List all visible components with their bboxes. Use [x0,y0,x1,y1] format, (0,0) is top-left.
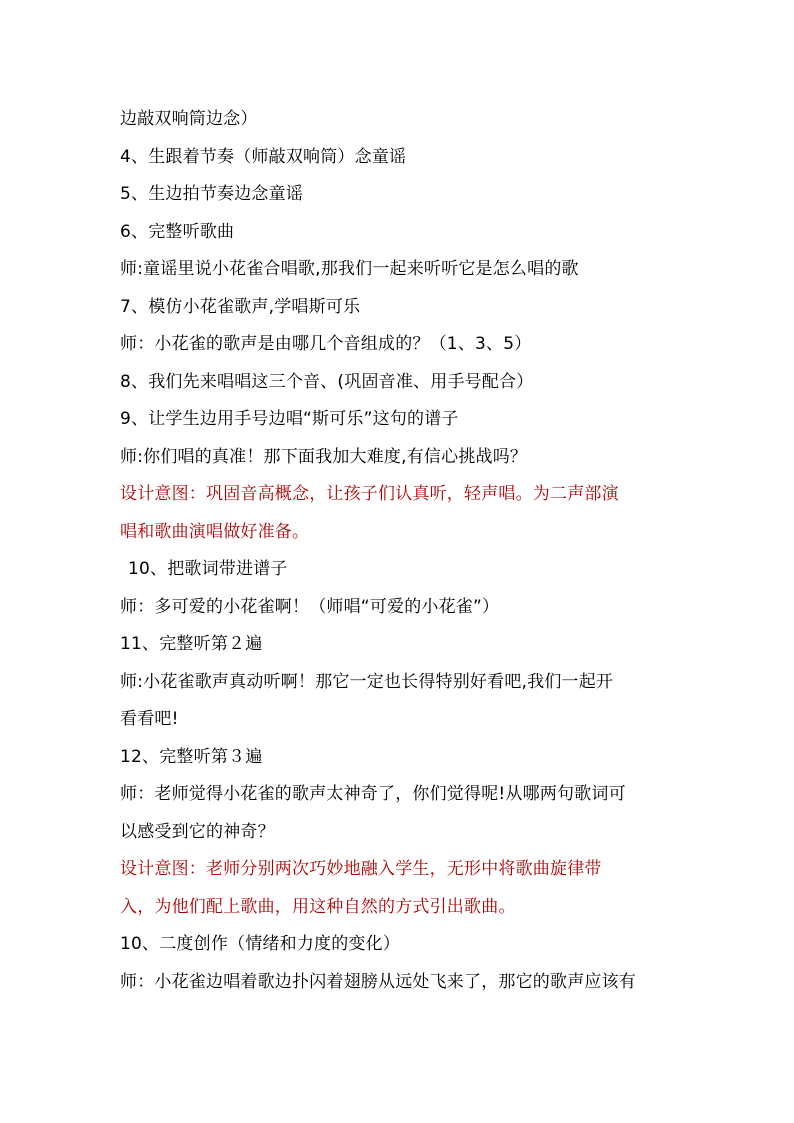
text-line: 12、完整听第３遍 [120,747,263,767]
design-intent-line: 设计意图：老师分别两次巧妙地融入学生，无形中将歌曲旋律带 [120,859,602,879]
text-line: 师:你们唱的真准！那下面我加大难度,有信心挑战吗？ [120,447,528,467]
text-line: 师:童谣里说小花雀合唱歌,那我们一起来听听它是怎么唱的歌 [120,259,579,279]
text-line: 师：小花雀边唱着歌边扑闪着翅膀从远处飞来了，那它的歌声应该有 [120,972,636,992]
text-line: 10、二度创作（情绪和力度的变化） [120,934,401,954]
design-intent-line: 设计意图：巩固音高概念，让孩子们认真听，轻声唱。为二声部演 [120,484,619,504]
text-line: 6、完整听歌曲 [120,222,235,242]
text-line: 师：小花雀的歌声是由哪几个音组成的？（1、3、5） [120,334,532,354]
text-line: 8、我们先来唱唱这三个音、(巩固音准、用手号配合） [120,372,534,392]
text-line: 师：多可爱的小花雀啊！（师唱“可爱的小花雀”） [120,597,500,617]
text-line: 10、把歌词带进谱子 [128,559,288,579]
text-line: 以感受到它的神奇？ [120,822,275,842]
text-line: 5、生边拍节奏边念童谣 [120,184,304,204]
text-line: 11、完整听第２遍 [120,634,263,654]
text-line: 师：老师觉得小花雀的歌声太神奇了，你们觉得呢!从哪两句歌词可 [120,784,626,804]
text-line: 7、模仿小花雀歌声,学唱斯可乐 [120,297,361,317]
design-intent-line: 唱和歌曲演唱做好准备。 [120,522,310,542]
text-line: 4、生跟着节奏（师敲双响筒）念童谣 [120,147,407,167]
text-line: 师:小花雀歌声真动听啊！那它一定也长得特别好看吧,我们一起开 [120,672,614,692]
text-line: 边敲双响筒边念） [120,109,258,129]
text-line: 看看吧! [120,709,179,729]
text-line: 9、让学生边用手号边唱“斯可乐”这句的谱子 [120,409,459,429]
design-intent-line: 入，为他们配上歌曲，用这种自然的方式引出歌曲。 [120,897,516,917]
